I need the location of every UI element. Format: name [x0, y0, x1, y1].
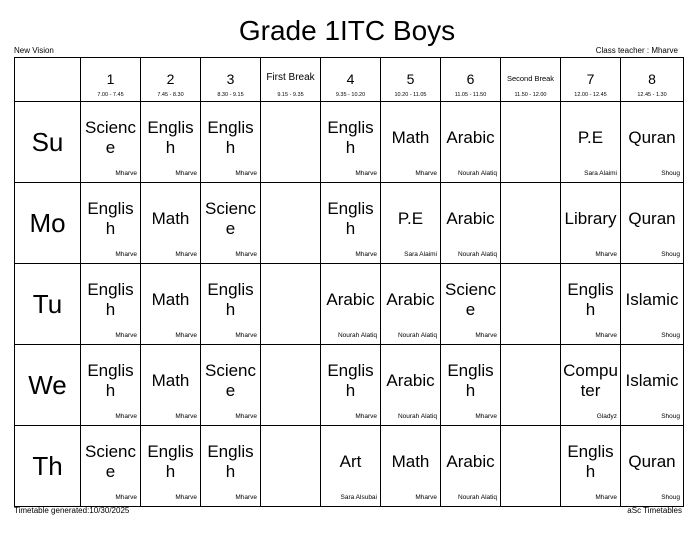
- school-name: New Vision: [14, 46, 54, 55]
- teacher-label: Mharve: [235, 494, 257, 501]
- lesson-cell[interactable]: [141, 426, 201, 507]
- period-header: [321, 58, 381, 102]
- subject-label: English: [207, 442, 254, 481]
- subject-label: English: [327, 199, 374, 238]
- lesson-cell[interactable]: [381, 264, 441, 345]
- teacher-label: Shoug: [661, 413, 680, 420]
- teacher-label: Mharve: [115, 170, 137, 177]
- break-cell: [261, 102, 321, 183]
- teacher-label: Nourah Alatiq: [457, 251, 497, 258]
- teacher-label: Mharve: [175, 413, 197, 420]
- subject-label: Science: [84, 118, 137, 157]
- period-time: 8.30 - 9.15: [217, 92, 244, 98]
- teacher-label: Nourah Alatiq: [337, 332, 377, 339]
- period-header: [81, 58, 141, 102]
- lesson-cell[interactable]: [141, 183, 201, 264]
- teacher-label: Mharve: [415, 170, 437, 177]
- teacher-label: Mharve: [115, 413, 137, 420]
- period-label: 6: [466, 71, 475, 87]
- lesson-cell[interactable]: [381, 183, 441, 264]
- period-label: Second Break: [506, 74, 555, 83]
- teacher-label: Mharve: [115, 494, 137, 501]
- teacher-label: Mharve: [355, 170, 377, 177]
- subject-label: Arabic: [446, 209, 495, 228]
- teacher-label: Shoug: [661, 251, 680, 258]
- teacher-label: Mharve: [595, 494, 617, 501]
- lesson-cell[interactable]: [381, 426, 441, 507]
- period-time: 7.00 - 7.45: [97, 92, 124, 98]
- lesson-cell[interactable]: [561, 345, 621, 426]
- break-cell: [261, 183, 321, 264]
- day-label: Mo: [15, 183, 81, 264]
- subject-label: Quran: [628, 452, 676, 471]
- subject-label: Computer: [563, 361, 618, 400]
- lesson-cell[interactable]: [561, 102, 621, 183]
- teacher-label: Mharve: [175, 251, 197, 258]
- teacher-label: Shoug: [661, 170, 680, 177]
- lesson-cell[interactable]: [141, 345, 201, 426]
- lesson-cell[interactable]: [141, 102, 201, 183]
- header-row: [15, 58, 684, 102]
- day-row: [15, 426, 684, 507]
- lesson-cell[interactable]: [81, 264, 141, 345]
- subject-label: Arabic: [326, 290, 375, 309]
- subject-label: Islamic: [625, 290, 679, 309]
- break-cell: [501, 426, 561, 507]
- app-credit: aSc Timetables: [627, 506, 682, 515]
- lesson-cell[interactable]: [441, 264, 501, 345]
- subject-label: English: [87, 280, 134, 319]
- subject-label: English: [207, 280, 254, 319]
- period-time: 9.15 - 9.35: [277, 92, 304, 98]
- lesson-cell[interactable]: [201, 183, 261, 264]
- lesson-cell[interactable]: [201, 426, 261, 507]
- lesson-cell[interactable]: [621, 102, 684, 183]
- lesson-cell[interactable]: [621, 264, 684, 345]
- period-time: 12.00 - 12.45: [574, 92, 607, 98]
- period-header: [561, 58, 621, 102]
- teacher-label: Mharve: [355, 251, 377, 258]
- lesson-cell[interactable]: [561, 426, 621, 507]
- lesson-cell[interactable]: [381, 345, 441, 426]
- period-label: First Break: [266, 72, 315, 83]
- teacher-label: Mharve: [235, 332, 257, 339]
- teacher-label: Mharve: [175, 494, 197, 501]
- break-cell: [261, 264, 321, 345]
- subject-label: English: [567, 442, 614, 481]
- lesson-cell[interactable]: [201, 345, 261, 426]
- subject-label: Math: [391, 128, 430, 147]
- teacher-label: Sara Alsubai: [340, 494, 377, 501]
- teacher-label: Nourah Alatiq: [397, 332, 437, 339]
- period-label: 7: [586, 71, 595, 87]
- day-label: We: [15, 345, 81, 426]
- break-cell: [261, 345, 321, 426]
- lesson-cell[interactable]: [441, 102, 501, 183]
- lesson-cell[interactable]: [321, 426, 381, 507]
- teacher-label: Mharve: [355, 413, 377, 420]
- lesson-cell[interactable]: [621, 183, 684, 264]
- subject-label: Art: [339, 452, 362, 471]
- subject-label: English: [87, 199, 134, 238]
- subject-label: English: [147, 442, 194, 481]
- day-label: Tu: [15, 264, 81, 345]
- teacher-label: Nourah Alatiq: [457, 494, 497, 501]
- lesson-cell[interactable]: [81, 102, 141, 183]
- subject-label: P.E: [577, 128, 604, 147]
- teacher-label: Mharve: [115, 251, 137, 258]
- day-row: [15, 345, 684, 426]
- lesson-cell[interactable]: [81, 426, 141, 507]
- lesson-cell[interactable]: [561, 264, 621, 345]
- subject-label: Science: [204, 361, 257, 400]
- break-cell: [261, 426, 321, 507]
- generated-date: Timetable generated:10/30/2025: [14, 506, 130, 515]
- day-row: [15, 183, 684, 264]
- period-label: 1: [106, 71, 115, 87]
- subject-label: English: [147, 118, 194, 157]
- lesson-cell[interactable]: [321, 183, 381, 264]
- teacher-label: Gladyz: [596, 413, 617, 420]
- teacher-label: Mharve: [475, 413, 497, 420]
- period-label: 4: [346, 71, 355, 87]
- lesson-cell[interactable]: [141, 264, 201, 345]
- subject-label: Math: [151, 209, 190, 228]
- period-time: 11.50 - 12.00: [514, 92, 547, 98]
- subject-label: Arabic: [446, 128, 495, 147]
- period-header: [201, 58, 261, 102]
- teacher-label: Mharve: [595, 251, 617, 258]
- teacher-label: Mharve: [595, 332, 617, 339]
- teacher-label: Nourah Alatiq: [457, 170, 497, 177]
- subject-label: Math: [391, 452, 430, 471]
- period-time: 9.35 - 10.20: [335, 92, 366, 98]
- teacher-label: Shoug: [661, 494, 680, 501]
- lesson-cell[interactable]: [561, 183, 621, 264]
- period-time: 10.20 - 11.05: [394, 92, 427, 98]
- teacher-label: Shoug: [661, 332, 680, 339]
- lesson-cell[interactable]: [621, 345, 684, 426]
- break-cell: [501, 102, 561, 183]
- teacher-label: Mharve: [235, 170, 257, 177]
- class-teacher: Class teacher : Mharve: [595, 46, 678, 55]
- break-cell: [501, 345, 561, 426]
- teacher-label: Mharve: [235, 251, 257, 258]
- day-label: Su: [15, 102, 81, 183]
- teacher-label: Mharve: [235, 413, 257, 420]
- day-row: [15, 264, 684, 345]
- subject-label: Arabic: [386, 371, 435, 390]
- period-header: [441, 58, 501, 102]
- lesson-cell[interactable]: [621, 426, 684, 507]
- lesson-cell[interactable]: [441, 345, 501, 426]
- subject-label: Science: [204, 199, 257, 238]
- period-header: [141, 58, 201, 102]
- break-header: [501, 58, 561, 102]
- period-time: 11.05 - 11.50: [454, 92, 487, 98]
- page-title: Grade 1ITC Boys: [238, 15, 456, 46]
- break-cell: [501, 264, 561, 345]
- day-label: Th: [15, 426, 81, 507]
- corner-cell: [15, 58, 81, 102]
- period-header: [381, 58, 441, 102]
- period-label: 5: [406, 71, 415, 87]
- lesson-cell[interactable]: [321, 264, 381, 345]
- timetable-grid: [14, 57, 684, 507]
- subject-label: Library: [564, 209, 617, 228]
- lesson-cell[interactable]: [381, 102, 441, 183]
- lesson-cell[interactable]: [201, 102, 261, 183]
- subject-label: English: [87, 361, 134, 400]
- teacher-label: Nourah Alatiq: [397, 413, 437, 420]
- teacher-label: Mharve: [475, 332, 497, 339]
- teacher-label: Mharve: [115, 332, 137, 339]
- teacher-label: Sara Alaimi: [404, 251, 437, 258]
- subject-label: Science: [84, 442, 137, 481]
- subject-label: Arabic: [446, 452, 495, 471]
- subject-label: English: [327, 361, 374, 400]
- teacher-label: Mharve: [175, 170, 197, 177]
- lesson-cell[interactable]: [321, 102, 381, 183]
- lesson-cell[interactable]: [81, 183, 141, 264]
- period-label: 2: [166, 71, 175, 87]
- day-row: [15, 102, 684, 183]
- subject-label: Arabic: [386, 290, 435, 309]
- lesson-cell[interactable]: [201, 264, 261, 345]
- break-cell: [501, 183, 561, 264]
- teacher-label: Mharve: [175, 332, 197, 339]
- period-label: 8: [648, 71, 656, 87]
- teacher-label: Sara Alaimi: [584, 170, 617, 177]
- teacher-label: Mharve: [415, 494, 437, 501]
- subject-label: English: [207, 118, 254, 157]
- lesson-cell[interactable]: [441, 426, 501, 507]
- subject-label: English: [567, 280, 614, 319]
- lesson-cell[interactable]: [441, 183, 501, 264]
- subject-label: Quran: [628, 209, 676, 228]
- subject-label: P.E: [397, 209, 424, 228]
- subject-label: Science: [444, 280, 497, 319]
- lesson-cell[interactable]: [81, 345, 141, 426]
- subject-label: Math: [151, 290, 190, 309]
- subject-label: English: [327, 118, 374, 157]
- period-header: [621, 58, 684, 102]
- period-time: 12.45 - 1.30: [637, 92, 667, 98]
- subject-label: Islamic: [625, 371, 679, 390]
- subject-label: Quran: [628, 128, 676, 147]
- subject-label: English: [447, 361, 494, 400]
- lesson-cell[interactable]: [321, 345, 381, 426]
- break-header: [261, 58, 321, 102]
- period-time: 7.45 - 8.30: [157, 92, 184, 98]
- period-label: 3: [226, 71, 235, 87]
- subject-label: Math: [151, 371, 190, 390]
